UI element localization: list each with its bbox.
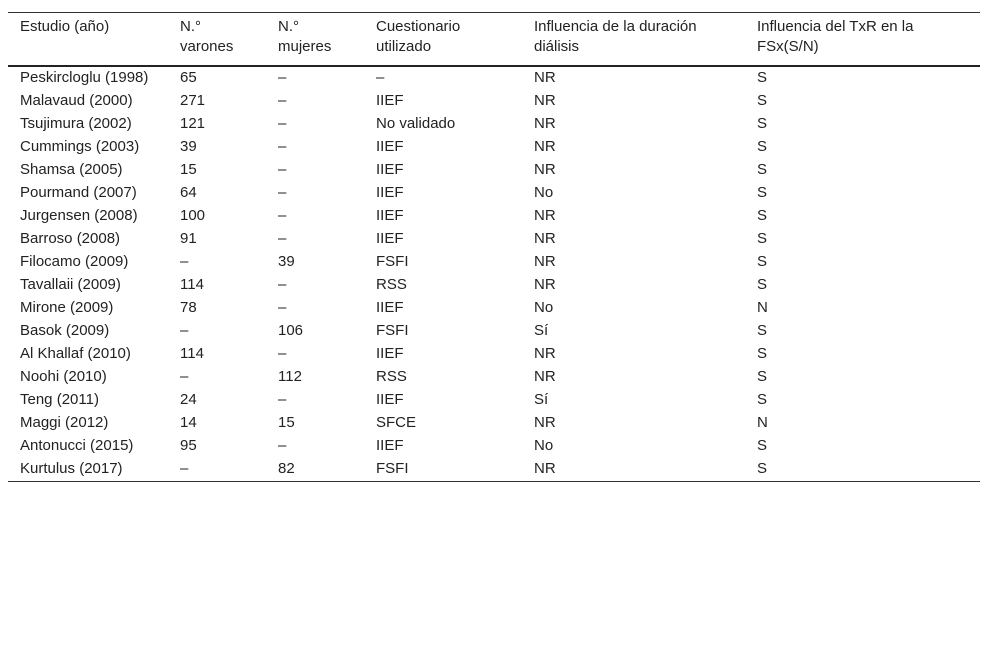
cell-cuestionario: IIEF (376, 92, 404, 109)
cell-influencia-txr: S (757, 437, 768, 454)
cell-influencia-txr: S (757, 161, 768, 178)
results-table (8, 12, 980, 482)
cell-duracion-dialisis: No (534, 437, 554, 454)
cell-cuestionario: FSFI (376, 460, 409, 477)
table-row (8, 182, 980, 205)
cell-duracion-dialisis: NR (534, 460, 556, 477)
cell-cuestionario: IIEF (376, 138, 404, 155)
cell-mujeres: – (278, 391, 287, 408)
cell-estudio: Cummings (2003) (20, 138, 140, 155)
table-row (8, 274, 980, 297)
cell-estudio: Kurtulus (2017) (20, 460, 123, 477)
cell-influencia-txr: S (757, 207, 768, 224)
table-row (8, 412, 980, 435)
cell-duracion-dialisis: NR (534, 138, 556, 155)
cell-duracion-dialisis: NR (534, 345, 556, 362)
cell-varones: 100 (180, 207, 206, 224)
cell-estudio: Shamsa (2005) (20, 161, 123, 178)
table-row (8, 90, 980, 113)
table-row (8, 159, 980, 182)
cell-mujeres: – (278, 207, 287, 224)
cell-duracion-dialisis: NR (534, 92, 556, 109)
cell-mujeres: – (278, 92, 287, 109)
table-row (8, 343, 980, 366)
cell-mujeres: – (278, 276, 287, 293)
cell-varones: 95 (180, 437, 197, 454)
cell-influencia-txr: S (757, 368, 768, 385)
cell-cuestionario: – (376, 69, 385, 86)
cell-varones: 14 (180, 414, 197, 431)
table-row (8, 297, 980, 320)
cell-influencia-txr: S (757, 322, 768, 339)
cell-influencia-txr: S (757, 138, 768, 155)
cell-cuestionario: RSS (376, 276, 407, 293)
cell-duracion-dialisis: NR (534, 115, 556, 132)
cell-influencia-txr: N (757, 414, 768, 431)
cell-estudio: Tsujimura (2002) (20, 115, 132, 132)
cell-mujeres: – (278, 299, 287, 316)
cell-duracion-dialisis: No (534, 184, 554, 201)
cell-influencia-txr: S (757, 230, 768, 247)
cell-estudio: Mirone (2009) (20, 299, 114, 316)
cell-varones: 15 (180, 161, 197, 178)
cell-duracion-dialisis: Sí (534, 322, 549, 339)
cell-influencia-txr: S (757, 115, 768, 132)
cell-varones: 65 (180, 69, 197, 86)
cell-mujeres: – (278, 115, 287, 132)
cell-cuestionario: IIEF (376, 230, 404, 247)
cell-cuestionario: RSS (376, 368, 407, 385)
table-row (8, 66, 980, 90)
cell-estudio: Filocamo (2009) (20, 253, 129, 270)
cell-estudio: Basok (2009) (20, 322, 110, 339)
cell-cuestionario: IIEF (376, 184, 404, 201)
table-row (8, 435, 980, 458)
cell-influencia-txr: S (757, 460, 768, 477)
cell-cuestionario: IIEF (376, 207, 404, 224)
cell-influencia-txr: N (757, 299, 768, 316)
table-row (8, 136, 980, 159)
cell-varones: 64 (180, 184, 197, 201)
cell-varones: 114 (180, 345, 204, 362)
cell-influencia-txr: S (757, 253, 768, 270)
cell-cuestionario: IIEF (376, 161, 404, 178)
cell-varones: – (180, 460, 189, 477)
cell-mujeres: – (278, 230, 287, 247)
cell-varones: – (180, 253, 189, 270)
results-table-container (8, 12, 980, 482)
header-influencia-txr: Influencia del TxR en la FSx(S/N) (757, 18, 914, 55)
cell-varones: 114 (180, 276, 204, 293)
cell-varones: – (180, 368, 189, 385)
header-duracion-dialisis: Influencia de la duración diálisis (534, 18, 697, 55)
cell-duracion-dialisis: No (534, 299, 554, 316)
cell-duracion-dialisis: NR (534, 207, 556, 224)
cell-duracion-dialisis: NR (534, 253, 556, 270)
table-row (8, 205, 980, 228)
cell-cuestionario: No validado (376, 115, 456, 132)
cell-mujeres: 112 (278, 368, 302, 385)
cell-estudio: Maggi (2012) (20, 414, 109, 431)
table-row (8, 113, 980, 136)
cell-duracion-dialisis: NR (534, 161, 556, 178)
cell-duracion-dialisis: NR (534, 276, 556, 293)
cell-varones: 78 (180, 299, 197, 316)
header-cuestionario: Cuestionario utilizado (376, 18, 461, 55)
cell-estudio: Peskircloglu (1998) (20, 69, 149, 86)
cell-mujeres: – (278, 69, 287, 86)
cell-varones: 39 (180, 138, 197, 155)
header-estudio: Estudio (año) (20, 18, 110, 35)
cell-influencia-txr: S (757, 276, 768, 293)
cell-mujeres: – (278, 184, 287, 201)
cell-varones: 91 (180, 230, 197, 247)
cell-cuestionario: FSFI (376, 322, 409, 339)
cell-duracion-dialisis: NR (534, 368, 556, 385)
cell-mujeres: 15 (278, 414, 295, 431)
header-mujeres: N.° mujeres (278, 18, 332, 55)
cell-estudio: Al Khallaf (2010) (20, 345, 131, 362)
table-row (8, 228, 980, 251)
cell-mujeres: – (278, 437, 287, 454)
cell-estudio: Barroso (2008) (20, 230, 121, 247)
cell-influencia-txr: S (757, 184, 768, 201)
table-row (8, 251, 980, 274)
cell-cuestionario: FSFI (376, 253, 409, 270)
cell-duracion-dialisis: Sí (534, 391, 549, 408)
cell-mujeres: – (278, 345, 287, 362)
cell-influencia-txr: S (757, 391, 768, 408)
header-varones: N.° varones (180, 18, 234, 55)
table-row (8, 320, 980, 343)
cell-mujeres: 106 (278, 322, 304, 339)
table-row (8, 458, 980, 482)
cell-mujeres: – (278, 138, 287, 155)
cell-estudio: Noohi (2010) (20, 368, 107, 385)
cell-mujeres: 39 (278, 253, 295, 270)
cell-varones: 24 (180, 391, 197, 408)
table-row (8, 389, 980, 412)
cell-duracion-dialisis: NR (534, 230, 556, 247)
cell-cuestionario: SFCE (376, 414, 417, 431)
cell-cuestionario: IIEF (376, 437, 404, 454)
cell-cuestionario: IIEF (376, 391, 404, 408)
cell-estudio: Pourmand (2007) (20, 184, 137, 201)
cell-varones: – (180, 322, 189, 339)
cell-estudio: Tavallaii (2009) (20, 276, 121, 293)
header-row (8, 13, 980, 67)
cell-mujeres: 82 (278, 460, 295, 477)
table-body (8, 66, 980, 482)
cell-cuestionario: IIEF (376, 345, 404, 362)
cell-varones: 121 (180, 115, 206, 132)
cell-duracion-dialisis: NR (534, 414, 556, 431)
table-row (8, 366, 980, 389)
cell-duracion-dialisis: NR (534, 69, 556, 86)
cell-estudio: Malavaud (2000) (20, 92, 133, 109)
cell-estudio: Antonucci (2015) (20, 437, 134, 454)
cell-varones: 271 (180, 92, 206, 109)
cell-influencia-txr: S (757, 92, 768, 109)
cell-influencia-txr: S (757, 345, 768, 362)
cell-mujeres: – (278, 161, 287, 178)
cell-influencia-txr: S (757, 69, 768, 86)
cell-cuestionario: IIEF (376, 299, 404, 316)
table-header (8, 13, 980, 67)
cell-estudio: Jurgensen (2008) (20, 207, 138, 224)
cell-estudio: Teng (2011) (20, 391, 99, 408)
